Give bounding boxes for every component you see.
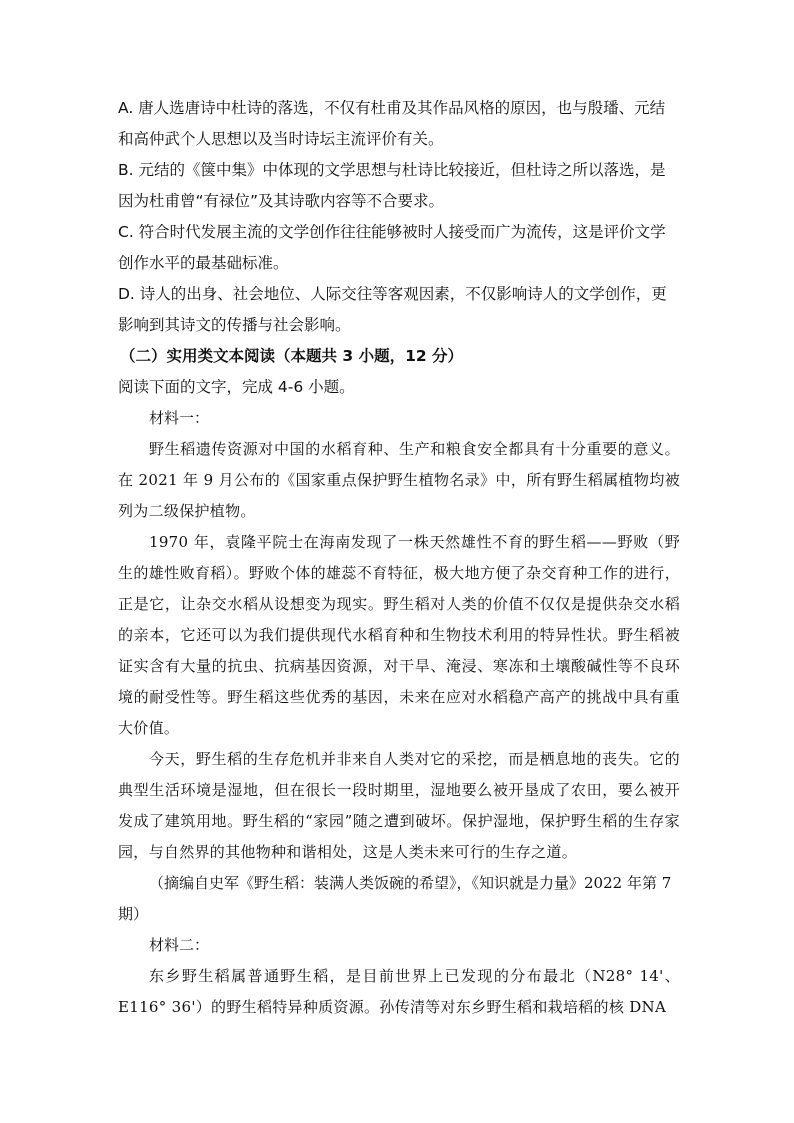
material1-paragraph-3: 今天，野生稻的生存危机并非来自人类对它的采挖，而是栖息地的丧失。它的典型生活环境是湿地，但在很长一段时期里，湿地要么被开垦成了农田，要么被开发成了建筑用地。野生稻的“家园”随之遭到破坏。保护湿地，保护野生稻的生存家园，与自然界的其他物种和谐相处，这是人类未来可行的生存之道。	[118, 750, 680, 861]
option-b: B. 元结的《箧中集》中体现的文学思想与杜诗比较接近，但杜诗之所以落选，是因为杜甫曾“有禄位”及其诗歌内容等不合要求。	[118, 161, 666, 210]
material1-source: （摘编自史军《野生稻：装满人类饭碗的希望》，《知识就是力量》2022 年第 7 期）	[118, 874, 672, 923]
material1-paragraph-1: 野生稻遗传资源对中国的水稻育种、生产和粮食安全都具有十分重要的意义。在 2021 年 9 月公布的《国家重点保护野生植物名录》中，所有野生稻属植物均被列为二级保护植物。	[118, 440, 680, 520]
material1-label: 材料一：	[149, 409, 210, 427]
section-title: （二）实用类文本阅读（本题共 3 小题，12 分）	[120, 347, 464, 365]
material2-label: 材料二：	[149, 936, 210, 954]
option-d: D. 诗人的出身、社会地位、人际交往等客观因素，不仅影响诗人的文学创作，更影响到其诗文的传播与社会影响。	[118, 285, 667, 334]
option-c: C. 符合时代发展主流的文学创作往往能够被时人接受而广为流传，这是评价文学创作水平的最基础标准。	[118, 223, 666, 272]
material2-paragraph-1: 东乡野生稻属普通野生稻，是目前世界上已发现的分布最北（N28° 14'、E116° 36'）的野生稻特异种质资源。孙传清等对东乡野生稻和栽培稻的核 DNA	[118, 967, 680, 1016]
material1-paragraph-2: 1970 年，袁隆平院士在海南发现了一株天然雄性不育的野生稻——野败（野生的雄性败育稻）。野败个体的雄蕊不育特征，极大地方便了杂交育种工作的进行，正是它，让杂交水稻从设想变为现实。野生稻对人类的价值不仅仅是提供杂交水稻的亲本，它还可以为我们提供现代水稻育种和生物技术利用的特异性状。野生稻被证实含有大量的抗虫、抗病基因资源，对干旱、淹浸、寒冻和土壤酸碱性等不良环境的耐受性等。野生稻这些优秀的基因，未来在应对水稻稳产高产的挑战中具有重大价值。	[118, 533, 680, 737]
option-a: A. 唐人选唐诗中杜诗的落选，不仅有杜甫及其作品风格的原因，也与殷璠、元结和高仲武个人思想以及当时诗坛主流评价有关。	[118, 99, 666, 148]
section-instruction: 阅读下面的文字，完成 4-6 小题。	[118, 378, 355, 396]
document-page	[118, 93, 680, 1023]
